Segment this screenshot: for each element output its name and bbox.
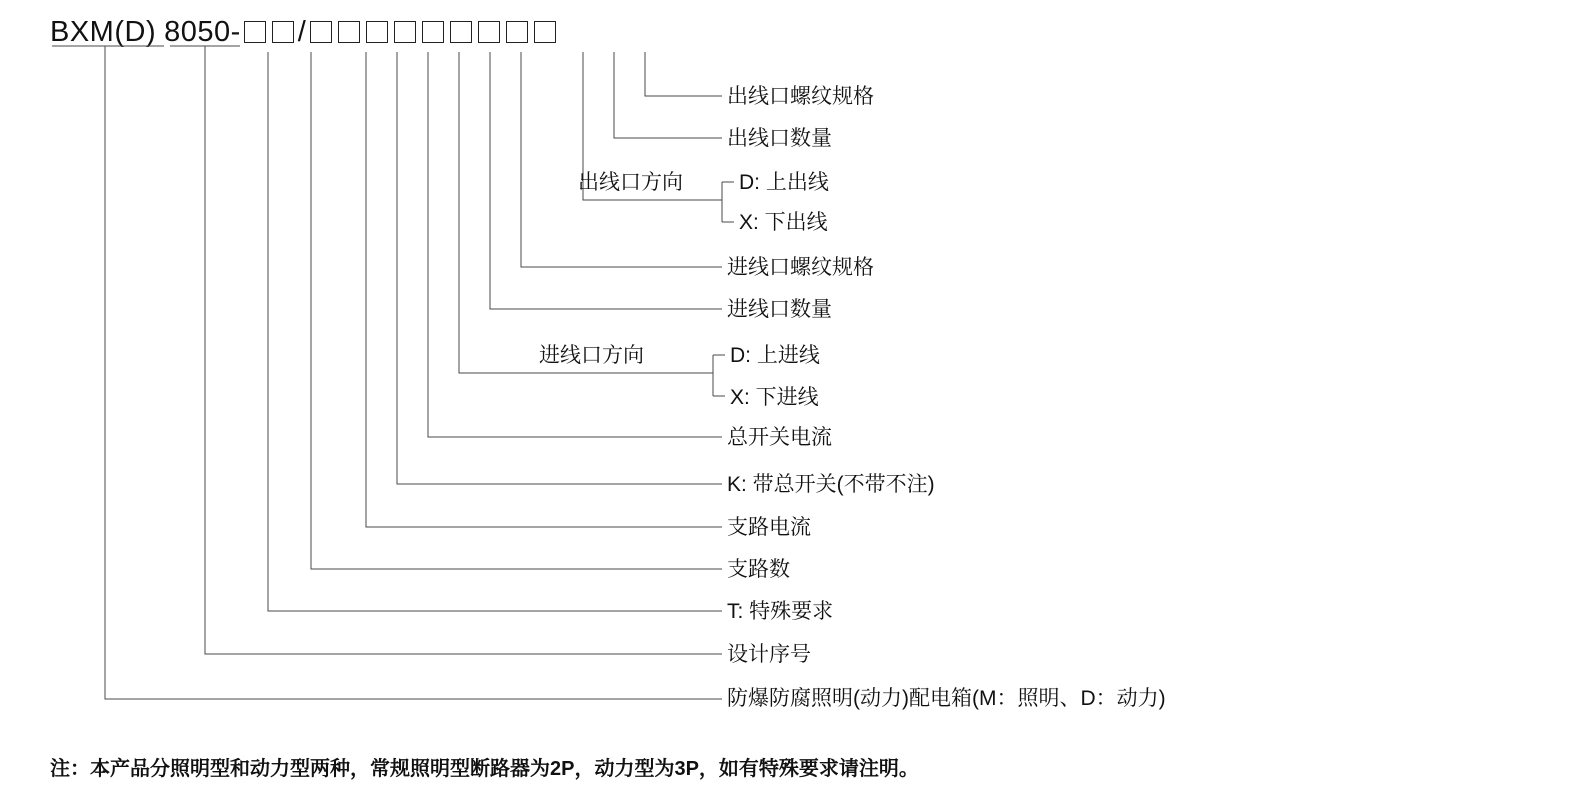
label-outlet-direction-down: X: 下出线: [739, 211, 828, 234]
label-outlet-direction: 出线口方向: [578, 171, 683, 194]
code-box-9[interactable]: [478, 21, 500, 43]
label-outlet-direction-up: D: 上出线: [739, 171, 829, 194]
code-box-8[interactable]: [450, 21, 472, 43]
code-box-5[interactable]: [366, 21, 388, 43]
label-special-requirement: T: 特殊要求: [727, 600, 834, 623]
code-box-1[interactable]: [244, 21, 266, 43]
line-outlet-count: [614, 52, 722, 138]
code-box-11[interactable]: [534, 21, 556, 43]
label-inlet-thread-spec: 进线口螺纹规格: [727, 256, 874, 279]
label-outlet-thread-spec: 出线口螺纹规格: [727, 85, 874, 108]
code-separator: /: [297, 15, 306, 48]
line-inlet-direction: [459, 52, 713, 373]
code-box-10[interactable]: [506, 21, 528, 43]
line-with-main-switch: [397, 52, 722, 484]
line-branch-count: [311, 52, 722, 569]
code-box-4[interactable]: [338, 21, 360, 43]
line-outlet-thread-spec: [645, 52, 722, 96]
label-branch-current: 支路电流: [727, 516, 811, 539]
label-design-serial: 设计序号: [727, 643, 811, 666]
code-box-3[interactable]: [310, 21, 332, 43]
label-branch-count: 支路数: [727, 558, 790, 581]
model-prefix: BXM(D): [50, 15, 157, 48]
line-branch-current: [366, 52, 722, 527]
diagram-note: 注：本产品分照明型和动力型两种，常规照明型断路器为2P，动力型为3P，如有特殊要求请注明。: [50, 758, 919, 780]
line-product-type: [105, 46, 722, 699]
label-outlet-count: 出线口数量: [727, 127, 832, 150]
label-inlet-count: 进线口数量: [727, 298, 832, 321]
label-product-type: 防爆防腐照明(动力)配电箱(M：照明、D：动力): [727, 687, 1166, 710]
code-box-2[interactable]: [272, 21, 294, 43]
label-inlet-direction-up: D: 上进线: [730, 344, 820, 367]
line-inlet-thread-spec: [521, 52, 722, 267]
label-with-main-switch: K: 带总开关(不带不注): [727, 473, 935, 496]
line-design-serial: [205, 46, 722, 654]
label-main-switch-current: 总开关电流: [727, 426, 832, 449]
model-code-row: [50, 10, 559, 54]
line-special-requirement: [268, 52, 722, 611]
line-main-switch-current: [428, 52, 722, 437]
label-inlet-direction-down: X: 下进线: [730, 386, 819, 409]
code-box-7[interactable]: [422, 21, 444, 43]
code-box-6[interactable]: [394, 21, 416, 43]
model-series: 8050-: [164, 15, 241, 48]
label-inlet-direction: 进线口方向: [539, 344, 644, 367]
